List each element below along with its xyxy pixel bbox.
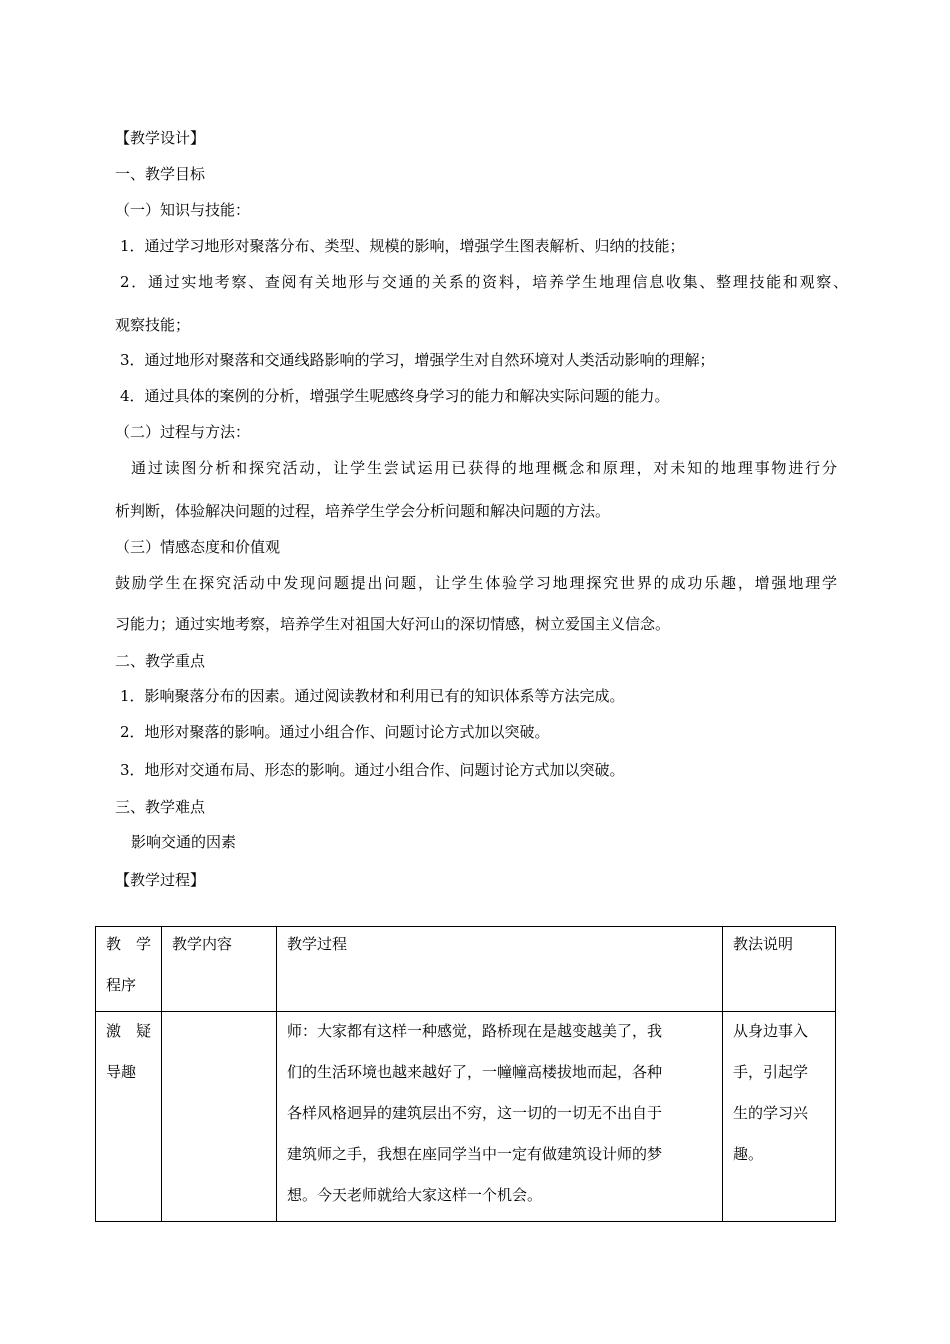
process-heading: 【教学过程】 (115, 871, 206, 889)
process-method-line-1: 通过读图分析和探究活动，让学生尝试运用已获得的地理概念和原理，对未知的地理事物进行分 (131, 459, 837, 477)
header-step-line-1: 教 学 (106, 935, 152, 953)
objective-item-4: 4．通过具体的案例的分析，增强学生呢感终身学习的能力和解决实际问题的能力。 (120, 387, 670, 405)
process-method-line-2: 析判断，体验解决问题的过程，培养学生学会分析问题和解决问题的方法。 (115, 502, 611, 520)
row-process-line-5: 想。今天老师就给大家这样一个机会。 (287, 1186, 543, 1204)
row-method-line-1: 从身边事入 (733, 1022, 809, 1040)
row-method-line-2: 手，引起学 (733, 1063, 809, 1081)
header-step-line-2: 程序 (106, 976, 137, 994)
header-content-cell (162, 927, 277, 1012)
row-content-cell (162, 1012, 277, 1222)
table-header-row (96, 927, 836, 1012)
key-point-2: 2．地形对聚落的影响。通过小组合作、问题讨论方式加以突破。 (120, 723, 550, 741)
key-points-title: 二、教学重点 (115, 652, 206, 670)
row-step-cell (96, 1012, 162, 1222)
objective-item-2-cont: 观察技能； (115, 316, 191, 334)
row-process-cell (277, 1012, 723, 1222)
objective-item-1: 1．通过学习地形对聚落分布、类型、规模的影响，增强学生图表解析、归纳的技能； (120, 237, 685, 255)
objective-item-3: 3．通过地形对聚落和交通线路影响的学习，增强学生对自然环境对人类活动影响的理解； (120, 351, 715, 369)
knowledge-skills-title: （一）知识与技能： (115, 201, 251, 219)
process-method-title: （二）过程与方法： (115, 423, 251, 441)
key-point-1: 1．影响聚落分布的因素。通过阅读教材和利用已有的知识体系等方法完成。 (120, 687, 625, 705)
attitude-title: （三）情感态度和价值观 (115, 538, 281, 556)
row-process-line-1: 师：大家都有这样一种感觉，路桥现在是越变越美了，我 (287, 1022, 663, 1040)
design-heading: 【教学设计】 (115, 129, 206, 147)
header-method-label: 教法说明 (733, 935, 794, 953)
header-process-cell (277, 927, 723, 1012)
row-process-line-3: 各样风格迥异的建筑层出不穷，这一切的一切无不出自于 (287, 1104, 663, 1122)
row-step-line-2: 导趣 (106, 1063, 137, 1081)
key-point-3: 3．地形对交通布局、形态的影响。通过小组合作、问题讨论方式加以突破。 (120, 761, 625, 779)
attitude-line-1: 鼓励学生在探究活动中发现问题提出问题，让学生体验学习地理探究世界的成功乐趣，增强地理学 (115, 574, 837, 592)
row-method-cell (723, 1012, 836, 1222)
objective-item-2: 2．通过实地考察、查阅有关地形与交通的关系的资料，培养学生地理信息收集、整理技能和观察、 (120, 273, 848, 291)
difficulty-text: 影响交通的因素 (131, 833, 237, 851)
difficulty-title: 三、教学难点 (115, 798, 206, 816)
header-step-cell (96, 927, 162, 1012)
row-process-line-2: 们的生活环境也越来越好了，一幢幢高楼拔地而起，各种 (287, 1063, 663, 1081)
header-method-cell (723, 927, 836, 1012)
row-content-text (172, 1016, 276, 1057)
header-process-label: 教学过程 (287, 935, 348, 953)
row-step-line-1: 激 疑 (106, 1022, 152, 1040)
attitude-line-2: 习能力；通过实地考察，培养学生对祖国大好河山的深切情感，树立爱国主义信念。 (115, 615, 671, 633)
row-method-line-3: 生的学习兴 (733, 1104, 809, 1122)
row-process-line-4: 建筑师之手，我想在座同学当中一定有做建筑设计师的梦 (287, 1145, 663, 1163)
header-content-label: 教学内容 (172, 935, 233, 953)
table-row (96, 1012, 836, 1222)
row-method-line-4: 趣。 (733, 1145, 764, 1163)
objectives-title: 一、教学目标 (115, 165, 206, 183)
teaching-process-table (95, 926, 836, 1222)
